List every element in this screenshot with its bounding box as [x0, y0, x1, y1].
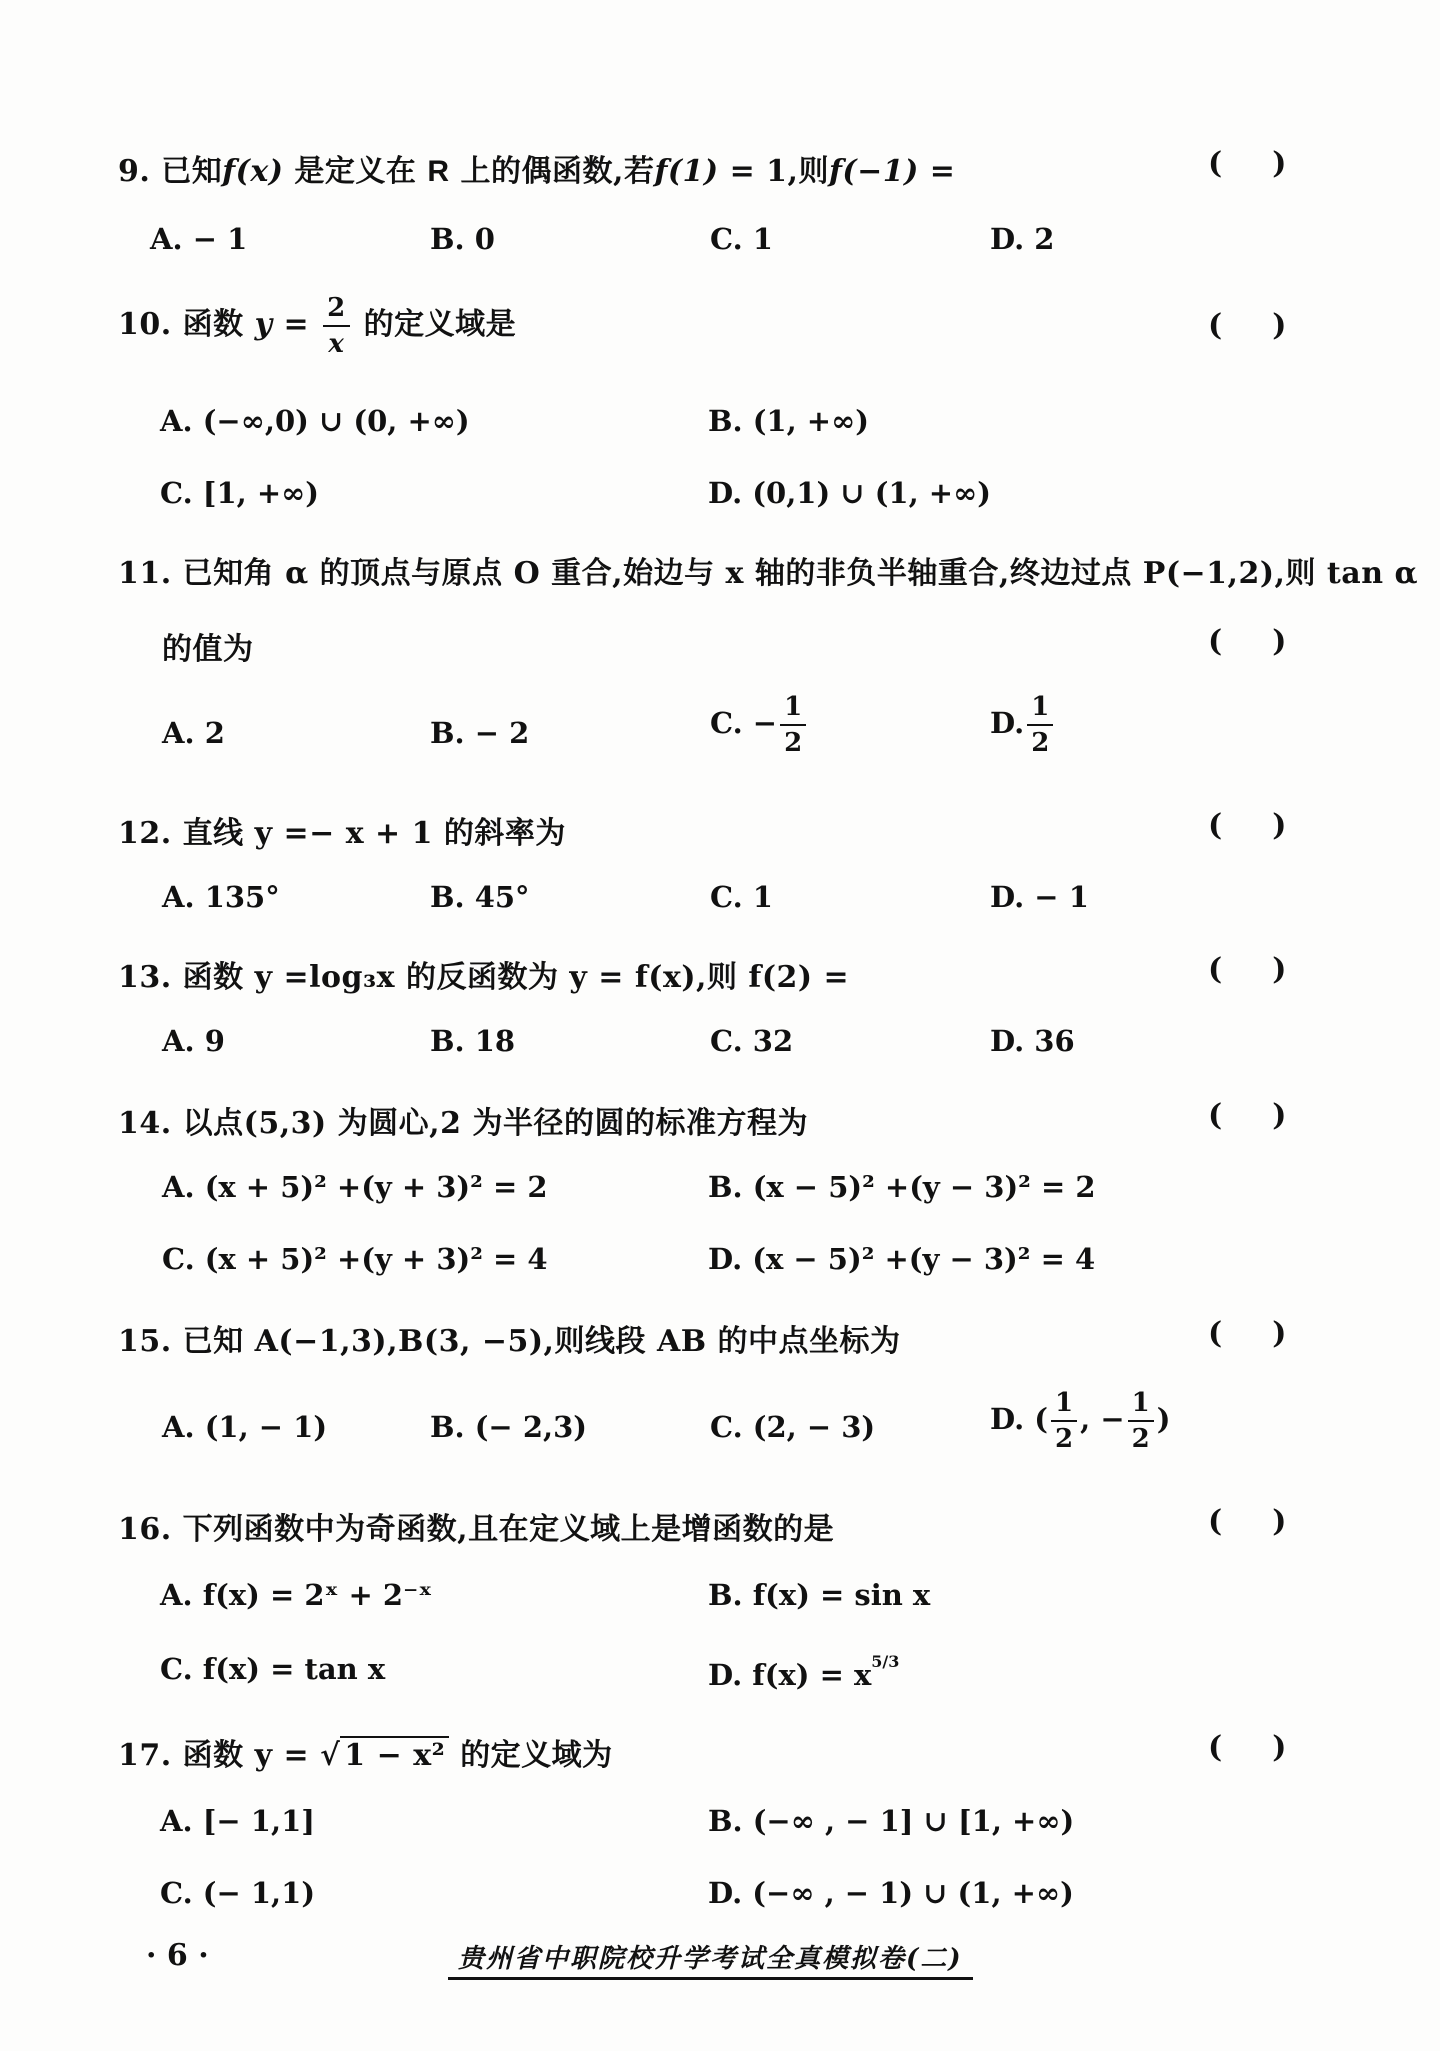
q16-option-c[interactable]: C. f(x) = tan x: [160, 1652, 386, 1686]
answer-bracket-11[interactable]: ( ): [1208, 624, 1287, 659]
question-17-stem: 17. 函数 y = √ 1 − x² 的定义域为: [118, 1738, 613, 1773]
q14-option-c[interactable]: C. (x + 5)² +(y + 3)² = 4: [162, 1242, 548, 1276]
q11-option-d[interactable]: D. $\frac{1}{2}$: [990, 694, 1056, 756]
answer-bracket-13[interactable]: ( ): [1208, 952, 1287, 987]
q10-fraction: $\frac{2}{x}$: [323, 295, 350, 357]
q10-option-a[interactable]: A. (−∞,0) ∪ (0, +∞): [160, 404, 470, 438]
q12-option-b[interactable]: B. 45°: [430, 880, 530, 914]
q15-option-d[interactable]: D. ( $\frac{1}{2}$ , − $\frac{1}{2}$ ): [990, 1388, 1171, 1454]
q17-option-d[interactable]: D. (−∞ , − 1) ∪ (1, +∞): [708, 1876, 1074, 1910]
q14-option-a[interactable]: A. (x + 5)² +(y + 3)² = 2: [162, 1170, 548, 1204]
answer-bracket-17[interactable]: ( ): [1208, 1730, 1287, 1765]
question-15-stem: 15. 已知 A(−1,3),B(3, −5),则线段 AB 的中点坐标为: [118, 1324, 901, 1359]
q10-option-b[interactable]: B. (1, +∞): [708, 404, 869, 438]
q16-option-a[interactable]: A. f(x) = 2ˣ + 2⁻ˣ: [160, 1578, 433, 1612]
answer-bracket-9[interactable]: ( ): [1208, 146, 1287, 181]
answer-bracket-14[interactable]: ( ): [1208, 1098, 1287, 1133]
q17-option-a[interactable]: A. [− 1,1]: [160, 1804, 315, 1838]
q10-option-d[interactable]: D. (0,1) ∪ (1, +∞): [708, 476, 991, 510]
question-12-stem: 12. 直线 y =− x + 1 的斜率为: [118, 816, 566, 851]
q16-exponent: 5/3: [871, 1652, 900, 1671]
page-number: · 6 ·: [146, 1938, 209, 1973]
q15-option-c[interactable]: C. (2, − 3): [710, 1410, 876, 1444]
question-11-stem-line2: 的值为: [162, 632, 254, 667]
question-10-stem: 10. 函数 y = $\frac{2}{x}$ 的定义域是: [118, 293, 517, 359]
answer-bracket-12[interactable]: ( ): [1208, 808, 1287, 843]
q16-option-d[interactable]: D. $f(x) = x^{5/3}$: [708, 1652, 900, 1692]
q12-option-a[interactable]: A. 135°: [162, 880, 280, 914]
q14-option-b[interactable]: B. (x − 5)² +(y − 3)² = 2: [708, 1170, 1096, 1204]
q13-option-a[interactable]: A. 9: [162, 1024, 225, 1058]
q9-option-a[interactable]: A. − 1: [150, 222, 248, 256]
q11-option-a[interactable]: A. 2: [162, 716, 225, 750]
q15-option-b[interactable]: B. (− 2,3): [430, 1410, 587, 1444]
q17-option-b[interactable]: B. (−∞ , − 1] ∪ [1, +∞): [708, 1804, 1075, 1838]
q14-option-d[interactable]: D. (x − 5)² +(y − 3)² = 4: [708, 1242, 1096, 1276]
q17-option-c[interactable]: C. (− 1,1): [160, 1876, 316, 1910]
question-16-stem: 16. 下列函数中为奇函数,且在定义域上是增函数的是: [118, 1512, 835, 1547]
question-14-stem: 14. 以点(5,3) 为圆心,2 为半径的圆的标准方程为: [118, 1106, 808, 1141]
question-11-stem: 11. 已知角 α 的顶点与原点 O 重合,始边与 x 轴的非负半轴重合,终边过点 P(−1,2),则 tan α: [118, 556, 1419, 591]
q11-option-b[interactable]: B. − 2: [430, 716, 530, 750]
q11-option-c[interactable]: C. − $\frac{1}{2}$: [710, 694, 809, 756]
question-13-stem: 13. 函数 y =log₃x 的反函数为 y = f(x),则 f(2) =: [118, 960, 850, 995]
question-9-stem: 9. 已知f(x) 是定义在 R 上的偶函数,若f(1) = 1,则f(−1) =: [118, 154, 956, 189]
answer-bracket-10[interactable]: ( ): [1208, 308, 1287, 343]
q9-option-c[interactable]: C. 1: [710, 222, 773, 256]
q16-option-b[interactable]: B. f(x) = sin x: [708, 1578, 931, 1612]
answer-bracket-15[interactable]: ( ): [1208, 1316, 1287, 1351]
q9-option-d[interactable]: D. 2: [990, 222, 1055, 256]
q12-option-d[interactable]: D. − 1: [990, 880, 1089, 914]
footer-title: 贵州省中职院校升学考试全真模拟卷(二): [448, 1938, 973, 1980]
answer-bracket-16[interactable]: ( ): [1208, 1504, 1287, 1539]
q15-option-a[interactable]: A. (1, − 1): [162, 1410, 328, 1444]
q10-option-c[interactable]: C. [1, +∞): [160, 476, 320, 510]
q12-option-c[interactable]: C. 1: [710, 880, 773, 914]
q9-option-b[interactable]: B. 0: [430, 222, 495, 256]
q13-option-b[interactable]: B. 18: [430, 1024, 516, 1058]
q13-option-c[interactable]: C. 32: [710, 1024, 794, 1058]
sqrt-expression: √ 1 − x²: [320, 1736, 449, 1773]
q13-option-d[interactable]: D. 36: [990, 1024, 1075, 1058]
